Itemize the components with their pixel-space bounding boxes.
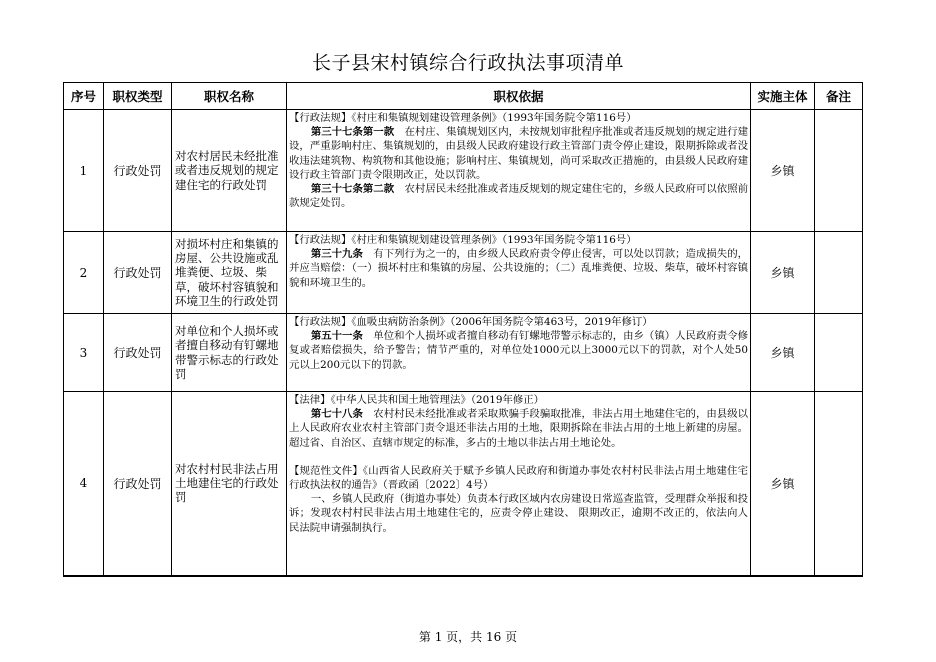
header-subject: 实施主体 [751,83,815,110]
row-subject: 乡镇 [751,314,815,392]
row-name: 对农村居民未经批准或者违反规划的规定建住宅的行政处罚 [172,110,287,232]
row-type: 行政处罚 [104,110,172,232]
row-remark [815,392,863,576]
basis-source: 【法律】《中华人民共和国土地管理法》（2019年修正） [289,394,545,406]
row-type: 行政处罚 [104,232,172,314]
row-seq: 2 [64,232,104,314]
article-title: 第五十一条 [310,330,363,343]
basis-article [289,407,748,450]
row-basis [287,314,751,392]
article-title: 第三十九条 [310,248,363,261]
header-type: 职权类型 [104,83,172,110]
row-basis [287,392,751,576]
row-basis [287,232,751,314]
row-seq: 1 [64,110,104,232]
row-subject: 乡镇 [751,110,815,232]
row-type: 行政处罚 [104,314,172,392]
header-row [64,83,863,110]
header-seq: 序号 [64,83,104,110]
row-remark [815,232,863,314]
basis-source: 【规范性文件】《山西省人民政府关于赋予乡镇人民政府和街道办事处农村村民非法占用土地建住宅行政执法权的通告》（晋政函〔2022〕4号） [289,464,748,492]
row-subject: 乡镇 [751,392,815,576]
row-type: 行政处罚 [104,392,172,576]
row-subject: 乡镇 [751,232,815,314]
basis-article: 一、乡镇人民政府（街道办事处）负责本行政区域内农房建设日常巡查监管，受理群众举报和投诉；发现农村村民非法占用土地建住宅的，应责令停止建设、 限期改正，逾期不改正的，依法向人民法院申请强制执行。 [289,493,748,534]
header-name: 职权名称 [172,83,287,110]
article-title: 第三十七条第二款 [310,183,395,196]
paragraph-spacer [289,450,748,464]
article-text: 农村居民未经批准或者违反规划的规定建住宅的，乡级人民政府可以依照前款规定处罚。 [289,183,749,210]
article-text: 单位和个人损坏或者擅自移动有钉螺地带警示标志的，由乡（镇）人民政府责令修复或者赔偿损失，给予警告；情节严重的，对单位处1000元以上3000元以下的罚款，对个人处50元以上200元以下的罚款。 [289,330,748,371]
article-text: 在村庄、集镇规划区内，未按规划审批程序批准或者违反规划的规定进行建设，严重影响村庄、集镇规划的，由县级人民政府建设行政主管部门责令停止建设，限期拆除或者没收违法建筑物、构筑物和其他设施；影响村庄、集镇规划，尚可采取改正措施的，由县级人民政府建设行政主管部门责令限期改正，处以罚款。 [289,126,749,181]
basis-article [289,247,748,290]
row-name: 对损坏村庄和集镇的房屋、公共设施或乱堆粪便、垃圾、柴草，破坏村容镇貌和环境卫生的行政处罚 [172,232,287,314]
header-basis: 职权依据 [287,83,751,110]
basis-article [289,329,748,372]
article-title: 第七十八条 [310,408,363,421]
page-title: 长子县宋村镇综合行政执法事项清单 [311,52,624,74]
row-name: 对农村村民非法占用土地建住宅的行政处罚 [172,392,287,576]
table-row [64,232,863,314]
header-remark: 备注 [815,83,863,110]
table-row [64,314,863,392]
basis-article [289,125,748,182]
row-name: 对单位和个人损坏或者擅自移动有钉螺地带警示标志的行政处罚 [172,314,287,392]
table-row [64,392,863,576]
basis-source: 【行政法规】《血吸虫病防治条例》（2006年国务院令第463号，2019年修订） [289,316,653,328]
row-basis [287,110,751,232]
row-remark [815,110,863,232]
basis-article [289,182,748,210]
page-footer: 第 1 页，共 16 页 [418,630,518,644]
article-text: 有下列行为之一的，由乡级人民政府责令停止侵害，可以处以罚款；造成损失的，并应当赔偿：（一）损坏村庄和集镇的房屋、公共设施的；（二）乱堆粪便、垃圾、柴草，破坏村容镇貌和环境卫生的。 [289,248,748,289]
row-seq: 3 [64,314,104,392]
row-seq: 4 [64,392,104,576]
basis-source: 【行政法规】《村庄和集镇规划建设管理条例》（1993年国务院令第116号） [289,234,637,246]
article-text: 农村村民未经批准或者采取欺骗手段骗取批准，非法占用土地建住宅的，由县级以上人民政府农业农村主管部门责令退还非法占用的土地，限期拆除在非法占用的土地上新建的房屋。超过省、自治区、直辖市规定的标准，多占的土地以非法占用土地论处。 [289,408,748,449]
article-title: 第三十七条第一款 [310,126,395,139]
table-row [64,110,863,232]
row-remark [815,314,863,392]
enforcement-table [63,82,863,577]
basis-source: 【行政法规】《村庄和集镇规划建设管理条例》（1993年国务院令第116号） [289,112,637,124]
